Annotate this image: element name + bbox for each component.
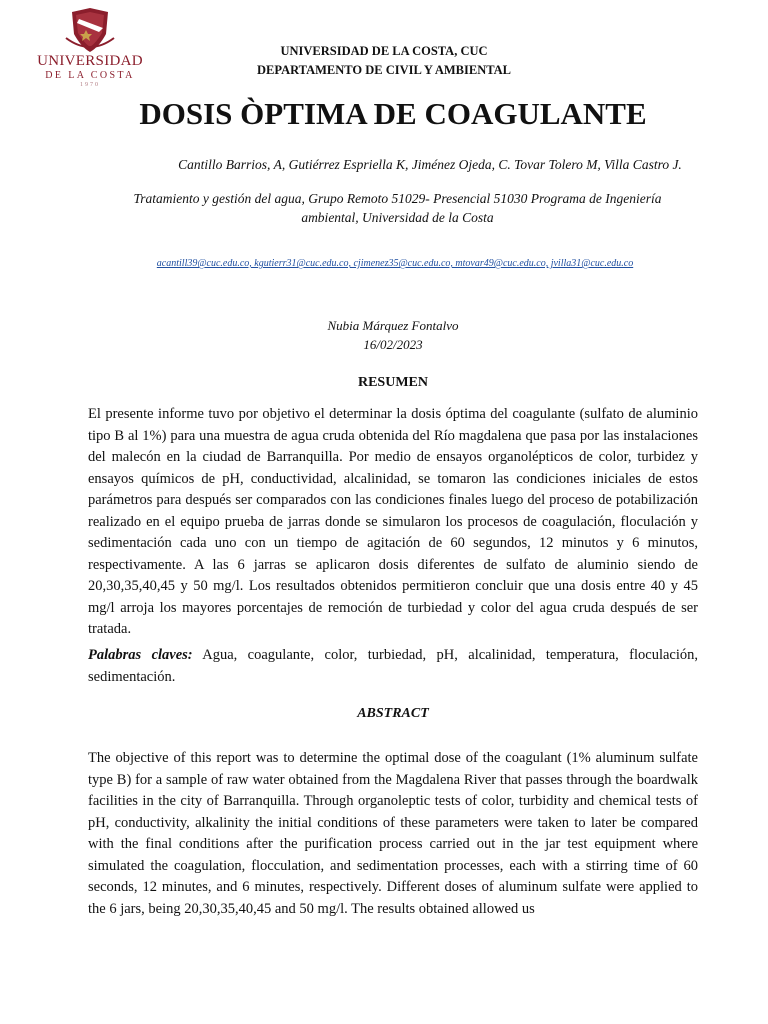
paper-title: DOSIS ÒPTIMA DE COAGULANTE: [139, 96, 647, 131]
abstract-text: The objective of this report was to determine the optimal dose of the coagulant (1% aluminum sulfate type B) for a sample of raw water obtained from the Magdalena River that passes through the boardwalk facilities in the city of Barranquilla. Through organoleptic tests of color, turbidity and chemical tests of pH, conductivity, alkalinity the initial conditions of these parameters were taken to later be compared with the final conditions after the purification process carried out in the jar test equipment where simulated the coagulation, flocculation, and sedimentation processes, each with a stirring time of 60 seconds, 12 minutes, and 6 minutes, respectively. Different doses of aluminum sulfate were applied to the 6 jars, being 20,30,35,40,45 and 50 mg/l. The results obtained allowed us: [88, 750, 698, 917]
affiliation: Tratamiento y gestión del agua, Grupo Remoto 51029- Presencial 51030 Programa de Ingeniería ambiental, Universidad de la Costa: [133, 191, 662, 225]
resumen-body: [88, 404, 698, 641]
institution-name: UNIVERSIDAD DE LA COSTA, CUC: [280, 44, 488, 58]
department-name: DEPARTAMENTO DE CIVIL Y AMBIENTAL: [257, 63, 511, 77]
resumen-text: El presente informe tuvo por objetivo el determinar la dosis óptima del coagulante (sulfato de aluminio tipo B al 1%) para una muestra de agua cruda obtenida del Río magdalena que pasa por las instalaciones del malecón en la ciudad de Barranquilla. Por medio de ensayos organolépticos de color, turbidez y ensayos químicos de pH, conductividad, alcalinidad, se tomaron las condiciones iniciales de estos parámetros para después ser comparados con las condiciones finales luego del proceso de potabilización realizado en el equipo prueba de jarras donde se simularon los procesos de coagulación, floculación y sedimentación cada uno con un tiempo de agitación de 60 segundos, 12 minutos y 6 minutos, respectivamente. A las 6 jarras se aplicaron dosis diferentes de sulfato de aluminio siendo de 20,30,35,40,45 y 50 mg/l. Los resultados obtenidos permitieron concluir que una dosis entre 40 y 45 mg/l arroja los mayores porcentajes de remoción de turbiedad y color del agua cruda después de ser tratada.: [88, 406, 698, 637]
keywords-text: Agua, coagulante, color, turbiedad, pH, alcalinidad, temperatura, floculación, sedimentación.: [88, 647, 699, 685]
resumen-heading: RESUMEN: [357, 375, 428, 390]
report-date: 16/02/2023: [363, 337, 423, 352]
abstract-body: [88, 748, 698, 920]
abstract-heading: ABSTRACT: [357, 706, 429, 721]
author-emails[interactable]: acantill39@cuc.edu.co, kgutierr31@cuc.edu.co, cjimenez35@cuc.edu.co, mtovar49@cuc.edu.co, jvilla31@cuc.edu.co: [156, 258, 634, 269]
logo-name: UNIVERSIDAD: [37, 53, 143, 69]
keywords-label: Palabras claves:: [88, 647, 193, 663]
logo-year: 1970: [80, 82, 100, 88]
keywords: [88, 645, 698, 688]
logo-subtitle: DE LA COSTA: [45, 70, 135, 81]
tutor-name: Nubia Márquez Fontalvo: [327, 318, 459, 333]
author-list: Cantillo Barrios, A, Gutiérrez Espriella K, Jiménez Ojeda, C. Tovar Tolero M, Villa Castro J.: [178, 157, 682, 172]
